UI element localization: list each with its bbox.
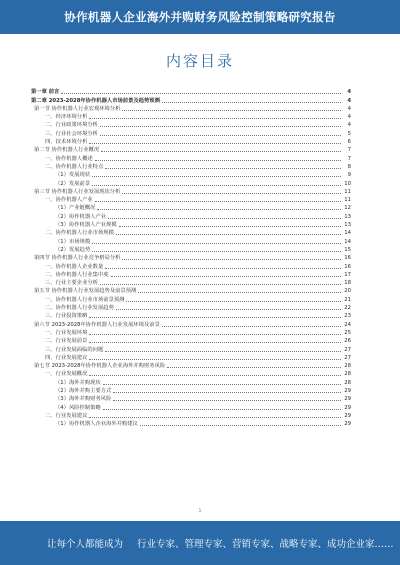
toc-leader-dots [103, 409, 341, 410]
toc-leader-dots [122, 259, 341, 260]
toc-entry-label: （2）发展前景 [55, 180, 91, 187]
toc-entry-page: 13 [344, 222, 351, 229]
toc-entry-page: 17 [344, 271, 351, 278]
toc-entry[interactable] [31, 344, 351, 352]
toc-entry-page: 27 [344, 346, 351, 353]
toc-leader-dots [92, 251, 341, 252]
toc-entry-label: 第二节 协作机器人行业概况 [34, 147, 100, 154]
toc-entry-label: 二、协作机器人行业市场规模 [45, 230, 114, 237]
toc-leader-dots [89, 317, 341, 318]
toc-leader-dots [100, 126, 341, 127]
toc-entry-label: 第三节 协作机器人行业发展现状分析 [34, 188, 121, 195]
footer-lead: 让每个人都能成为 [47, 539, 124, 550]
toc-entry-page: 29 [344, 421, 351, 428]
toc-entry-page: 12 [344, 205, 351, 212]
toc-entry[interactable] [31, 153, 351, 161]
toc-entry-page: 9 [347, 172, 351, 179]
toc-entry-label: 一、行业发展环境 [45, 329, 88, 336]
toc-entry[interactable] [31, 228, 351, 236]
toc-leader-dots [92, 185, 341, 186]
toc-entry[interactable] [31, 195, 351, 203]
toc-leader-dots [162, 326, 341, 327]
toc-entry-label: （1）市场规模 [55, 238, 91, 245]
toc-entry-label: 第七节 2023-2028年协作机器人企业海外并购财务风险 [34, 363, 166, 370]
footer-banner [0, 521, 400, 565]
toc-entry[interactable] [31, 411, 351, 419]
toc-entry-page: 29 [344, 387, 351, 394]
toc-leader-dots [89, 118, 341, 119]
toc-entry-label: 一、协作机器人行业市场前景预测 [45, 296, 125, 303]
toc-entry-label: （2）海外并购主要方式 [55, 387, 112, 394]
toc-entry[interactable] [31, 104, 351, 112]
toc-entry-page: 7 [347, 155, 351, 162]
toc-leader-dots [89, 359, 341, 360]
toc-entry-label: 三、行业社会环境分析 [45, 130, 98, 137]
toc-entry-label: 二、协作机器人行业特点 [45, 163, 104, 170]
toc-entry-page: 14 [344, 238, 351, 245]
toc-entry-page: 27 [344, 354, 351, 361]
toc-entry-page: 16 [344, 263, 351, 270]
toc-leader-dots [97, 209, 341, 210]
toc-entry-page: 4 [347, 89, 351, 96]
toc-entry-page: 29 [344, 404, 351, 411]
toc-entry[interactable] [31, 328, 351, 336]
toc-entry-label: 三、行业发展面临的问题 [45, 346, 104, 353]
toc-entry-label: （1）发展现状 [55, 172, 91, 179]
toc-entry-label: 第六节 2023-2028年协作机器人行业发展环境及前景 [34, 321, 160, 328]
toc-entry-page: 24 [344, 321, 351, 328]
document-title: 协作机器人企业海外并购财务风险控制策略研究报告 [64, 10, 336, 24]
toc-entry-page: 18 [344, 280, 351, 287]
toc-entry[interactable] [31, 369, 351, 377]
toc-entry[interactable] [31, 261, 351, 269]
toc-leader-dots [92, 176, 341, 177]
toc-entry-page: 4 [347, 105, 351, 112]
toc-entry[interactable] [31, 253, 351, 261]
toc-leader-dots [100, 135, 341, 136]
toc-entry-page: 5 [347, 130, 351, 137]
toc-entry[interactable] [31, 294, 351, 302]
toc-leader-dots [100, 284, 341, 285]
toc-entry[interactable] [31, 402, 351, 410]
toc-entry-label: 一、协作机器人概述 [45, 155, 93, 162]
toc-leader-dots [89, 334, 341, 335]
header-banner [0, 0, 400, 34]
toc-entry[interactable] [31, 137, 351, 145]
footer-slogan: 行业专家、管理专家、营销专家、战略专家、成功企业家…… [137, 539, 394, 550]
toc-entry-label: 三、行业主要企业分析 [45, 280, 98, 287]
toc-leader-dots [105, 168, 341, 169]
toc-entry-page: 28 [344, 363, 351, 370]
toc-entry[interactable] [31, 236, 351, 244]
toc-entry-label: （2）协作机器人产业 [55, 213, 107, 220]
toc-entry[interactable] [31, 419, 351, 427]
toc-entry-label: （3）海外并购财务风险 [55, 396, 112, 403]
toc-entry-page: 4 [347, 114, 351, 121]
toc-entry[interactable] [31, 353, 351, 361]
toc-leader-dots [89, 375, 341, 376]
toc-entry[interactable] [31, 319, 351, 327]
toc-entry-label: 二、行业政策环境分析 [45, 122, 98, 129]
toc-entry[interactable] [31, 170, 351, 178]
toc-entry-page: 7 [347, 147, 351, 154]
toc-heading: 内容目录 [165, 52, 234, 70]
toc-entry[interactable] [31, 112, 351, 120]
toc-entry-page: 28 [344, 379, 351, 386]
toc-entry-page: 11 [344, 188, 351, 195]
toc-leader-dots [116, 309, 341, 310]
toc-entry[interactable] [31, 178, 351, 186]
toc-leader-dots [111, 276, 341, 277]
toc-entry[interactable] [31, 394, 351, 402]
toc-entry[interactable] [31, 311, 351, 319]
toc-entry-label: 三、行业投资策略 [45, 313, 88, 320]
toc-entry-page: 15 [344, 246, 351, 253]
toc-entry[interactable] [31, 203, 351, 211]
toc-leader-dots [108, 218, 341, 219]
toc-leader-dots [122, 193, 341, 194]
toc-entry-page: 8 [347, 163, 351, 170]
toc-entry-page: 6 [347, 139, 351, 146]
toc-entry-page: 28 [344, 371, 351, 378]
toc-leader-dots [167, 367, 341, 368]
toc-entry-page: 14 [344, 230, 351, 237]
toc-leader-dots [95, 160, 341, 161]
toc-leader-dots [89, 342, 341, 343]
toc-entry[interactable] [31, 303, 351, 311]
toc-entry-label: （1）海外并购现状 [55, 379, 101, 386]
toc-entry[interactable] [31, 95, 351, 103]
toc-entry-page: 13 [344, 213, 351, 220]
toc-entry[interactable] [31, 120, 351, 128]
page-number: 1 [198, 508, 202, 514]
table-of-contents [31, 87, 351, 427]
toc-leader-dots [61, 93, 341, 94]
toc-entry-label: 一、协作机器人产业 [45, 197, 93, 204]
toc-leader-dots [122, 110, 341, 111]
toc-leader-dots [140, 425, 341, 426]
toc-leader-dots [101, 151, 341, 152]
toc-leader-dots [105, 268, 341, 269]
toc-entry-label: 二、协作机器人行业集中度 [45, 271, 109, 278]
toc-entry-page: 20 [344, 288, 351, 295]
toc-entry[interactable] [31, 336, 351, 344]
toc-entry-page: 25 [344, 329, 351, 336]
toc-entry[interactable] [31, 220, 351, 228]
toc-entry-page: 11 [344, 197, 351, 204]
toc-entry-page: 4 [347, 97, 351, 104]
toc-entry-label: （1）产业链概况 [55, 205, 96, 212]
toc-entry-label: 第二章 2023-2028年协作机器人市场前景及趋势预测 [31, 97, 160, 104]
toc-entry[interactable] [31, 162, 351, 170]
toc-entry[interactable] [31, 145, 351, 153]
toc-entry[interactable] [31, 278, 351, 286]
toc-entry-label: 一、协作机器人企业数量 [45, 263, 104, 270]
toc-entry-label: 一、行业发展概况 [45, 371, 88, 378]
toc-entry-page: 21 [344, 296, 351, 303]
toc-entry[interactable] [31, 270, 351, 278]
toc-leader-dots [113, 392, 341, 393]
toc-entry-label: （1）协作机器人企业海外并购建议 [55, 421, 138, 428]
toc-entry[interactable] [31, 377, 351, 385]
toc-entry[interactable] [31, 87, 351, 95]
toc-entry-label: 四、行业发展建议 [45, 354, 88, 361]
toc-entry-label: （3）协作机器人产业规模 [55, 222, 117, 229]
toc-leader-dots [113, 400, 341, 401]
toc-entry-page: 22 [344, 305, 351, 312]
toc-entry[interactable] [31, 245, 351, 253]
toc-entry-page: 10 [344, 180, 351, 187]
toc-entry[interactable] [31, 386, 351, 394]
toc-entry-page: 29 [344, 396, 351, 403]
toc-leader-dots [126, 301, 341, 302]
toc-entry[interactable] [31, 211, 351, 219]
toc-entry-label: （2）发展趋势 [55, 246, 91, 253]
toc-leader-dots [92, 243, 341, 244]
toc-leader-dots [138, 292, 341, 293]
toc-entry-page: 26 [344, 338, 351, 345]
toc-entry-page: 23 [344, 313, 351, 320]
toc-entry-label: 第一章 前言 [31, 89, 60, 96]
toc-entry-page: 4 [347, 122, 351, 129]
toc-entry-label: 第五节 协作机器人行业发展趋势及前景预测 [34, 288, 137, 295]
toc-entry-label: 一、经济环境分析 [45, 114, 88, 121]
toc-entry[interactable] [31, 361, 351, 369]
toc-leader-dots [89, 417, 341, 418]
toc-entry[interactable] [31, 128, 351, 136]
toc-leader-dots [116, 234, 341, 235]
toc-entry-label: 第四节 协作机器人行业竞争格局分析 [34, 255, 121, 262]
toc-leader-dots [119, 226, 341, 227]
toc-entry-label: 第一节 协作机器人行业宏观环境分析 [34, 105, 121, 112]
toc-entry-label: 二、行业发展建议 [45, 412, 88, 419]
toc-entry-page: 16 [344, 255, 351, 262]
toc-leader-dots [162, 102, 341, 103]
toc-entry[interactable] [31, 187, 351, 195]
toc-entry-label: 二、协作机器人行业发展趋势 [45, 305, 114, 312]
toc-entry[interactable] [31, 286, 351, 294]
toc-entry-label: （4）风险控制策略 [55, 404, 101, 411]
toc-leader-dots [103, 384, 341, 385]
toc-leader-dots [95, 201, 341, 202]
toc-leader-dots [105, 351, 341, 352]
toc-entry-label: 二、行业发展前景 [45, 338, 88, 345]
toc-leader-dots [89, 143, 341, 144]
toc-entry-label: 四、技术环境分析 [45, 139, 88, 146]
toc-entry-page: 29 [344, 412, 351, 419]
